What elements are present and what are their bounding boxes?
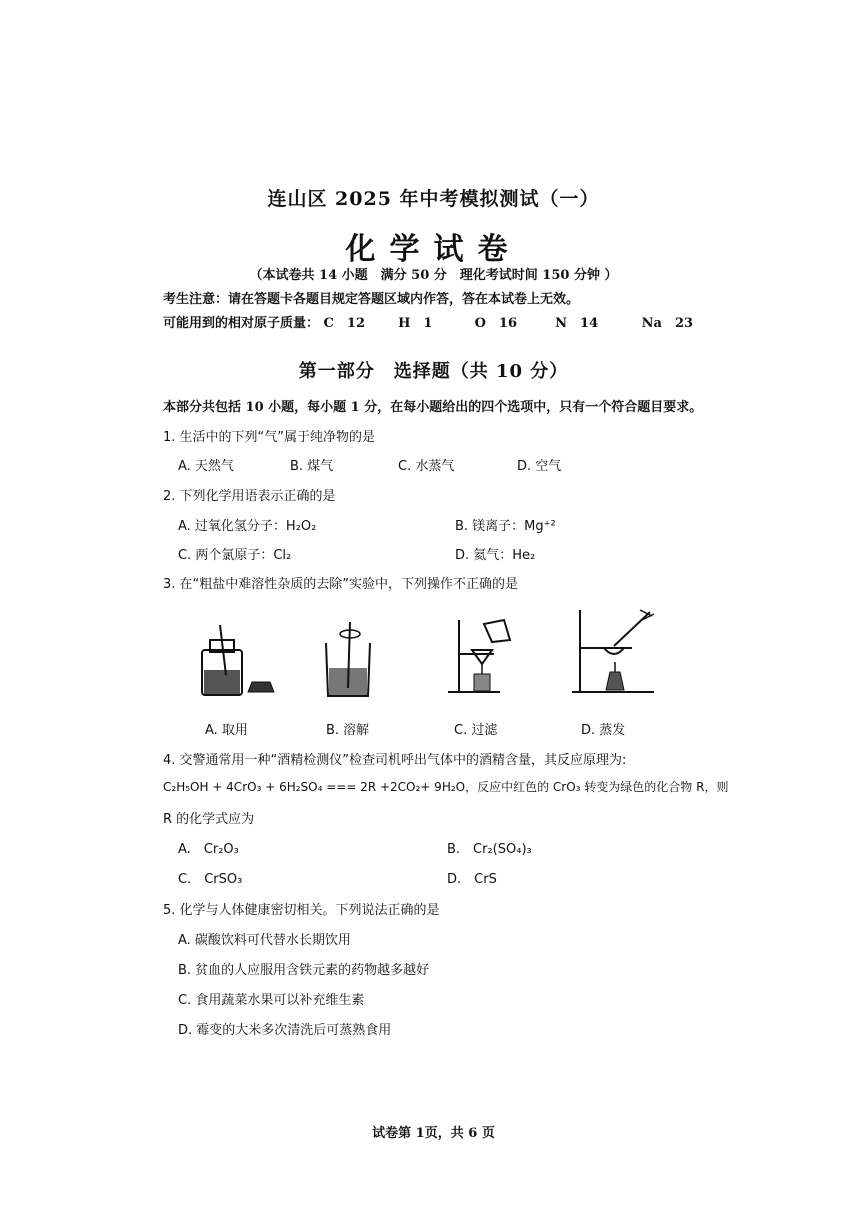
- q2-option-b: B. 镁离子：Mg⁺²: [455, 519, 556, 534]
- mass-na: Na 23: [641, 316, 694, 331]
- q1-option-c: C. 水蒸气: [398, 459, 455, 474]
- q3-option-b: B. 溶解: [326, 723, 370, 738]
- question-3-stem: 3. 在“粗盐中难溶性杂质的去除”实验中，下列操作不正确的是: [163, 577, 519, 592]
- q2-option-c: C. 两个氯原子：Cl₂: [178, 548, 292, 563]
- question-4-stem: 4. 交警通常用一种“酒精检测仪”检查司机呼出气体中的酒精含量，其反应原理为:: [163, 753, 627, 768]
- q5-option-b: B. 贫血的人应服用含铁元素的药物越多越好: [178, 963, 430, 978]
- q1-option-a: A. 天然气: [178, 459, 234, 474]
- q5-option-d: D. 霉变的大米多次清洗后可蒸熟食用: [178, 1023, 392, 1038]
- apparatus-a-reagent-bottle: [190, 620, 290, 700]
- q5-option-a: A. 碳酸饮料可代替水长期饮用: [178, 933, 351, 948]
- mass-c: C 12: [323, 316, 365, 331]
- question-2-stem: 2. 下列化学用语表示正确的是: [163, 489, 336, 504]
- mass-n: N 14: [555, 316, 599, 331]
- apparatus-d-evaporation: [570, 602, 660, 697]
- q3-option-d: D. 蒸发: [581, 723, 626, 738]
- subject-title: 化学试卷: [345, 232, 522, 267]
- page-footer: 试卷第 1页，共 6 页: [372, 1126, 495, 1141]
- atomic-masses: [163, 312, 693, 331]
- mass-h: H 1: [398, 316, 433, 331]
- q1-option-b: B. 煤气: [290, 459, 334, 474]
- q2-option-a: A. 过氧化氢分子：H₂O₂: [178, 519, 317, 534]
- question-5-stem: 5. 化学与人体健康密切相关。下列说法正确的是: [163, 903, 440, 918]
- q4-option-a: A. Cr₂O₃: [178, 842, 239, 857]
- q3-option-c: C. 过滤: [454, 723, 498, 738]
- q2-option-d: D. 氦气：He₂: [455, 548, 536, 563]
- section-instruction: 本部分共包括 10 小题，每小题 1 分，在每小题给出的四个选项中，只有一个符合题目要求。: [163, 400, 703, 415]
- section-title: 第一部分 选择题（共 10 分）: [298, 361, 569, 382]
- exam-notice: 考生注意：请在答题卡各题目规定答题区域内作答，答在本试卷上无效。: [163, 292, 580, 307]
- apparatus-c-filtration: [444, 612, 524, 697]
- q4-option-c: C. CrSO₃: [178, 872, 243, 887]
- q4-option-b: B. Cr₂(SO₄)₃: [447, 842, 532, 857]
- q3-option-a: A. 取用: [205, 723, 248, 738]
- exam-info: （本试卷共 14 小题 满分 50 分 理化考试时间 150 分钟 ）: [249, 268, 618, 283]
- q1-option-d: D. 空气: [517, 459, 562, 474]
- mass-o: O 16: [474, 316, 518, 331]
- question-4-equation: C₂H₅OH + 4CrO₃ + 6H₂SO₄ === 2R +2CO₂+ 9H₂O，反应中红色的 CrO₃ 转变为绿色的化合物 R，则: [163, 780, 729, 794]
- q4-option-d: D. CrS: [447, 872, 497, 887]
- question-1-stem: 1. 生活中的下列“气”属于纯净物的是: [163, 430, 376, 445]
- masses-label: 可能用到的相对原子质量：: [163, 316, 320, 331]
- question-4-stem-end: R 的化学式应为: [163, 812, 255, 827]
- apparatus-b-beaker-stirring: [318, 618, 378, 700]
- exam-title: 连山区 2025 年中考模拟测试（一）: [267, 188, 600, 210]
- q5-option-c: C. 食用蔬菜水果可以补充维生素: [178, 993, 365, 1008]
